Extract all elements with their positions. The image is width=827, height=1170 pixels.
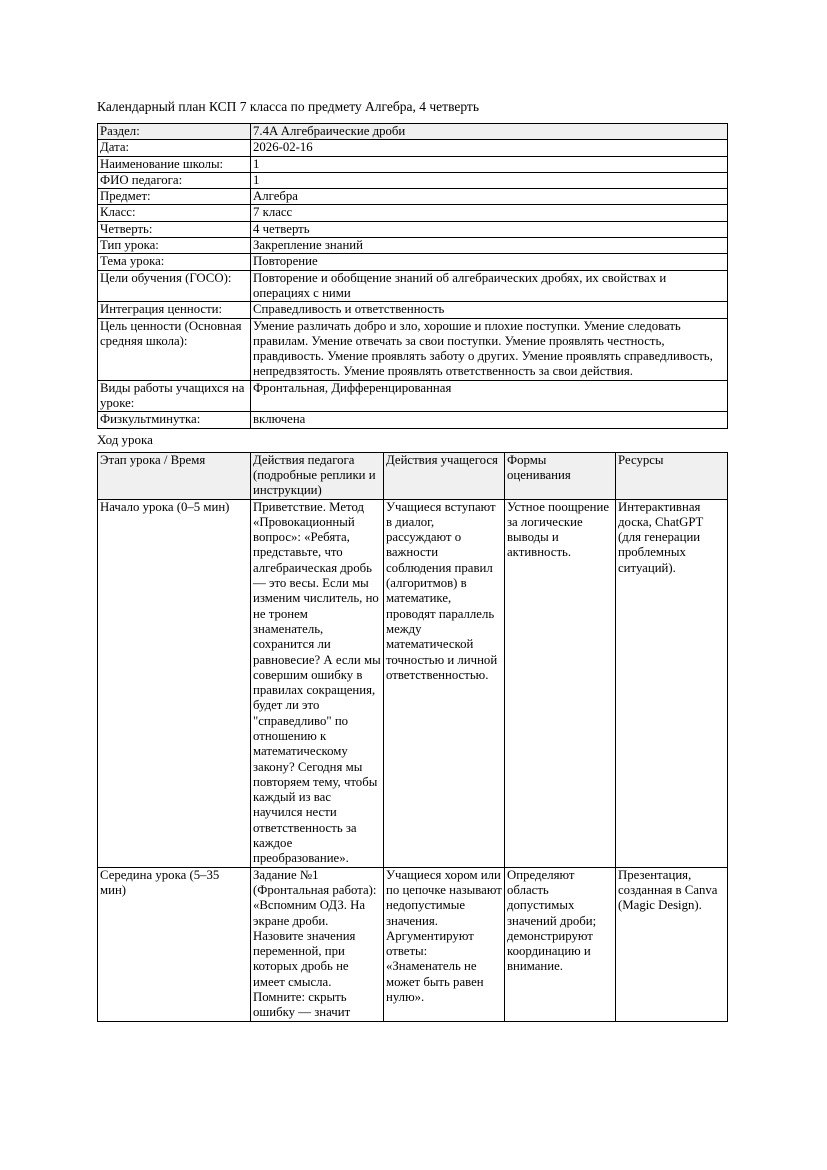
info-value: Повторение: [251, 254, 728, 270]
info-value: 1: [251, 156, 728, 172]
info-label: Тип урока:: [98, 238, 251, 254]
info-row-lesson-type: [98, 238, 728, 254]
info-value: Повторение и обобщение знаний об алгебраических дробях, их свойствах и операциях с ними: [251, 270, 728, 302]
info-row-date: [98, 140, 728, 156]
info-value: Умение различать добро и зло, хорошие и плохие поступки. Умение следовать правилам. Умение отвечать за свои поступки. Умение проявлять честность, правдивость. Умение проявлять заботу о других. Умение проявлять справедливость, непредвзятость. Умение проявлять ответственность за свои действия.: [251, 318, 728, 380]
info-value: Фронтальная, Дифференцированная: [251, 380, 728, 412]
info-label: Физкультминутка:: [98, 412, 251, 428]
info-label: Четверть:: [98, 221, 251, 237]
info-value: включена: [251, 412, 728, 428]
info-label: Тема урока:: [98, 254, 251, 270]
lesson-cell-assessment: Определяют область допустимых значений дроби; демонстрируют координацию и внимание.: [505, 867, 616, 1021]
info-value: 7 класс: [251, 205, 728, 221]
info-value: Справедливость и ответственность: [251, 302, 728, 318]
info-label: Предмет:: [98, 189, 251, 205]
info-header-row: [98, 124, 728, 140]
lesson-header-stage: Этап урока / Время: [98, 452, 251, 499]
lesson-header-teacher-actions: Действия педагога (подробные реплики и инструкции): [251, 452, 384, 499]
lesson-cell-student: Учащиеся вступают в диалог, рассуждают о важности соблюдения правил (алгоритмов) в математике, проводят параллель между математической точностью и личной ответственностью.: [384, 499, 505, 867]
info-row-class: [98, 205, 728, 221]
section-heading: Ход урока: [97, 431, 153, 447]
info-row-quarter: [98, 221, 728, 237]
lesson-cell-student: Учащиеся хором или по цепочке называют недопустимые значения. Аргументируют ответы: «Знаменатель не может быть равен нулю».: [384, 867, 505, 1021]
info-table: [97, 123, 728, 429]
info-row-pe-minute: [98, 412, 728, 428]
info-value: Алгебра: [251, 189, 728, 205]
lesson-header-assessment: Формы оценивания: [505, 452, 616, 499]
info-value: 2026-02-16: [251, 140, 728, 156]
info-value: 1: [251, 172, 728, 188]
lesson-header-row: [98, 452, 728, 499]
lesson-cell-assessment: Устное поощрение за логические выводы и активность.: [505, 499, 616, 867]
info-row-work-types: [98, 380, 728, 412]
info-label: Наименование школы:: [98, 156, 251, 172]
info-header-label: Раздел:: [98, 124, 251, 140]
info-value: Закрепление знаний: [251, 238, 728, 254]
lesson-cell-stage: Середина урока (5–35 мин): [98, 867, 251, 1021]
info-row-school: [98, 156, 728, 172]
info-label: Цели обучения (ГОСО):: [98, 270, 251, 302]
lesson-table: [97, 452, 728, 1022]
info-value: 4 четверть: [251, 221, 728, 237]
info-row-values-integration: [98, 302, 728, 318]
lesson-cell-teacher: Задание №1 (Фронтальная работа): «Вспомним ОДЗ. На экране дроби. Назовите значения переменной, при которых дробь не имеет смысла. Помните: скрыть ошибку — значит: [251, 867, 384, 1021]
info-label: Дата:: [98, 140, 251, 156]
info-row-teacher-name: [98, 172, 728, 188]
info-label: Класс:: [98, 205, 251, 221]
info-header-value: 7.4A Алгебраические дроби: [251, 124, 728, 140]
lesson-cell-stage: Начало урока (0–5 мин): [98, 499, 251, 867]
document-title: Календарный план КСП 7 класса по предмету Алгебра, 4 четверть: [97, 99, 479, 114]
lesson-row-middle: [98, 867, 728, 1021]
info-label: Виды работы учащихся на уроке:: [98, 380, 251, 412]
info-label: Интеграция ценности:: [98, 302, 251, 318]
info-row-subject: [98, 189, 728, 205]
info-label: ФИО педагога:: [98, 172, 251, 188]
lesson-cell-teacher: Приветствие. Метод «Провокационный вопрос»: «Ребята, представьте, что алгебраическая дробь — это весы. Если мы изменим числитель, но не тронем знаменатель, сохранится ли равновесие? А если мы совершим ошибку в правилах сокращения, будет ли это "справедливо" по отношению к математическому закону? Сегодня мы повторяем тему, чтобы каждый из вас научился нести ответственность за каждое преобразование».: [251, 499, 384, 867]
info-label: Цель ценности (Основная средняя школа):: [98, 318, 251, 380]
lesson-header-resources: Ресурсы: [616, 452, 728, 499]
info-row-goals: [98, 270, 728, 302]
lesson-header-student-actions: Действия учащегося: [384, 452, 505, 499]
info-row-values-goal: [98, 318, 728, 380]
info-row-lesson-topic: [98, 254, 728, 270]
lesson-cell-resources: Интерактивная доска, ChatGPT (для генерации проблемных ситуаций).: [616, 499, 728, 867]
lesson-row-start: [98, 499, 728, 867]
lesson-cell-resources: Презентация, созданная в Canva (Magic Design).: [616, 867, 728, 1021]
